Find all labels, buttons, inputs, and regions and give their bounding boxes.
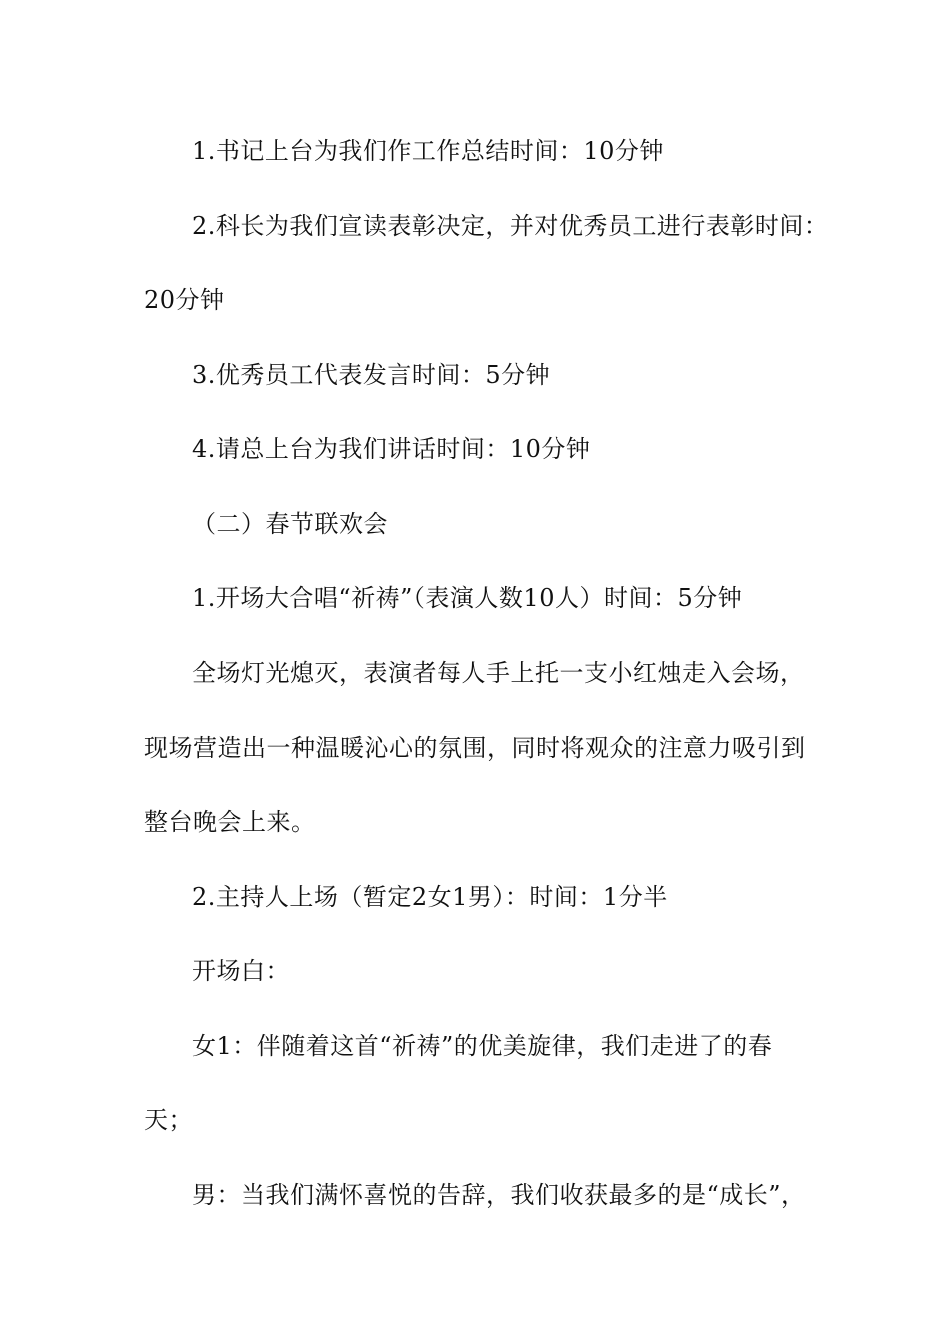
- text-line: 4.请总上台为我们讲话时间：10分钟: [192, 435, 591, 463]
- section-heading: （二）春节联欢会: [192, 510, 388, 538]
- text-line: 开场白：: [192, 957, 290, 985]
- text-line: 全场灯光熄灭，表演者每人手上托一支小红烛走入会场，: [192, 659, 805, 687]
- text-line: 3.优秀员工代表发言时间：5分钟: [192, 361, 551, 389]
- text-line: 整台晚会上来。: [144, 808, 316, 836]
- text-line: 女1：伴随着这首“祈祷”的优美旋律，我们走进了的春: [192, 1032, 773, 1060]
- text-line: 现场营造出一种温暖沁心的氛围，同时将观众的注意力吸引到: [144, 734, 806, 762]
- text-line: 20分钟: [144, 286, 225, 314]
- text-line: 1.书记上台为我们作工作总结时间：10分钟: [192, 137, 664, 165]
- text-line: 天；: [144, 1106, 193, 1134]
- text-line: 1.开场大合唱“祈祷”（表演人数10人）时间：5分钟: [192, 584, 743, 612]
- text-line: 男：当我们满怀喜悦的告辞，我们收获最多的是“成长”，: [192, 1181, 806, 1209]
- text-line: 2.主持人上场（暂定2女1男）：时间：1分半: [192, 883, 668, 911]
- text-line: 2.科长为我们宣读表彰决定，并对优秀员工进行表彰时间：: [192, 212, 829, 240]
